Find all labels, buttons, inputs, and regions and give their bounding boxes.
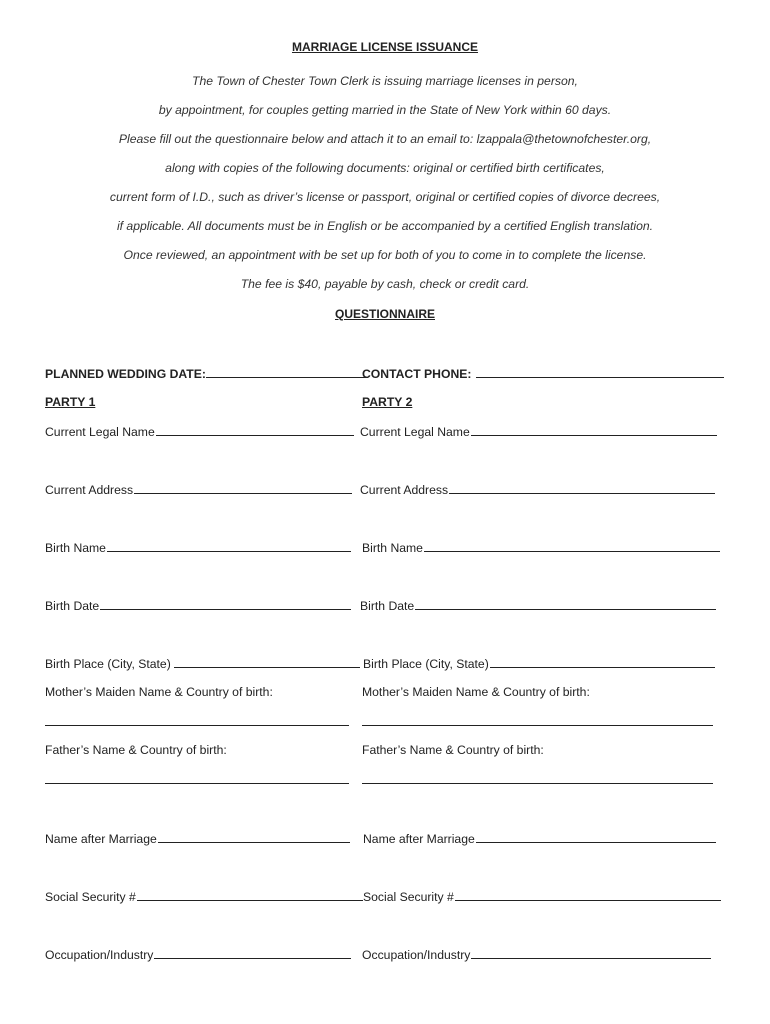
- party2-occupation-line[interactable]: [471, 947, 711, 959]
- party2-birth-place-field[interactable]: [363, 656, 715, 671]
- party1-mothers-maiden-name-line[interactable]: [45, 714, 349, 729]
- party2-heading: PARTY 2: [362, 395, 413, 409]
- field-label: Occupation/Industry: [362, 948, 471, 962]
- party2-mothers-maiden-name-line[interactable]: [362, 714, 713, 729]
- party1-heading: PARTY 1: [45, 395, 96, 409]
- party1-name-after-marriage-line[interactable]: [158, 831, 350, 843]
- contact-phone-line[interactable]: [476, 366, 724, 378]
- field-label: Birth Date: [360, 599, 415, 613]
- document-title: MARRIAGE LICENSE ISSUANCE: [291, 40, 479, 54]
- party1-fathers-name-label: Father’s Name & Country of birth:: [45, 743, 227, 757]
- party1-mothers-maiden-name-label: Mother’s Maiden Name & Country of birth:: [45, 685, 273, 699]
- field-label: Birth Name: [45, 541, 106, 555]
- party1-birth-place-line[interactable]: [174, 656, 360, 668]
- planned-wedding-date-label: PLANNED WEDDING DATE:: [45, 367, 206, 381]
- party2-social-security-line[interactable]: [455, 889, 721, 901]
- party1-birth-date-line[interactable]: [100, 598, 351, 610]
- intro-line-7: Once reviewed, an appointment with be set up for both of you to come in to complete the license.: [123, 248, 647, 262]
- field-label: Birth Name: [362, 541, 423, 555]
- field-label: Current Address: [360, 483, 449, 497]
- party1-birth-date-field[interactable]: [45, 598, 351, 613]
- field-label: Current Address: [45, 483, 134, 497]
- party1-birth-name-line[interactable]: [107, 540, 351, 552]
- party2-birth-name-line[interactable]: [424, 540, 720, 552]
- party2-social-security-field[interactable]: [363, 889, 721, 904]
- party1-mothers-maiden-name-blank[interactable]: [45, 714, 349, 726]
- contact-phone-label: CONTACT PHONE:: [362, 367, 475, 381]
- contact-phone-field[interactable]: [362, 366, 724, 381]
- party1-current-address-field[interactable]: [45, 482, 352, 497]
- questionnaire-heading: QUESTIONNAIRE: [334, 307, 435, 321]
- party2-occupation-field[interactable]: [362, 947, 711, 962]
- field-label: Name after Marriage: [363, 832, 475, 846]
- party1-occupation-line[interactable]: [154, 947, 351, 959]
- intro-line-6: if applicable. All documents must be in English or be accompanied by a certified English translation.: [116, 219, 654, 233]
- intro-line-8: The fee is $40, payable by cash, check or credit card.: [240, 277, 530, 291]
- party1-current-legal-name-line[interactable]: [156, 424, 354, 436]
- party1-fathers-name-line[interactable]: [45, 772, 349, 787]
- party2-mothers-maiden-name-blank[interactable]: [362, 714, 713, 726]
- party2-fathers-name-label: Father’s Name & Country of birth:: [362, 743, 544, 757]
- party2-current-address-line[interactable]: [449, 482, 715, 494]
- party1-name-after-marriage-field[interactable]: [45, 831, 350, 846]
- field-label: Current Legal Name: [360, 425, 470, 439]
- party1-social-security-field[interactable]: [45, 889, 363, 904]
- party2-birth-date-field[interactable]: [360, 598, 716, 613]
- party1-fathers-name-blank[interactable]: [45, 772, 349, 784]
- intro-line-1: The Town of Chester Town Clerk is issuing marriage licenses in person,: [192, 74, 578, 88]
- field-label: Occupation/Industry: [45, 948, 154, 962]
- field-label: Name after Marriage: [45, 832, 157, 846]
- party1-birth-place-field[interactable]: [45, 656, 360, 671]
- party2-name-after-marriage-field[interactable]: [363, 831, 716, 846]
- intro-line-5: current form of I.D., such as driver’s license or passport, original or certified copies of divorce decrees,: [109, 190, 661, 204]
- party2-birth-name-field[interactable]: [362, 540, 720, 555]
- party2-birth-place-line[interactable]: [490, 656, 715, 668]
- party2-fathers-name-blank[interactable]: [362, 772, 713, 784]
- intro-line-2: by appointment, for couples getting married in the State of New York within 60 days.: [158, 103, 612, 117]
- planned-wedding-date-field[interactable]: [45, 366, 368, 381]
- party1-birth-name-field[interactable]: [45, 540, 351, 555]
- field-label: Birth Date: [45, 599, 100, 613]
- intro-line-4: along with copies of the following documents: original or certified birth certificates,: [165, 161, 605, 175]
- party1-occupation-field[interactable]: [45, 947, 351, 962]
- party2-current-address-field[interactable]: [360, 482, 715, 497]
- field-label: Social Security #: [363, 890, 454, 904]
- party1-social-security-line[interactable]: [137, 889, 363, 901]
- field-label: Social Security #: [45, 890, 136, 904]
- intro-line-3: Please fill out the questionnaire below and attach it to an email to: lzappala@thetownofchester.org,: [118, 132, 652, 146]
- planned-wedding-date-line[interactable]: [206, 366, 368, 378]
- field-label: Birth Place (City, State): [363, 657, 489, 671]
- field-label: Current Legal Name: [45, 425, 155, 439]
- party2-fathers-name-line[interactable]: [362, 772, 713, 787]
- party1-current-address-line[interactable]: [134, 482, 352, 494]
- party2-mothers-maiden-name-label: Mother’s Maiden Name & Country of birth:: [362, 685, 590, 699]
- party2-current-legal-name-field[interactable]: [360, 424, 717, 439]
- party2-name-after-marriage-line[interactable]: [476, 831, 716, 843]
- party2-current-legal-name-line[interactable]: [471, 424, 717, 436]
- party1-current-legal-name-field[interactable]: [45, 424, 354, 439]
- party2-birth-date-line[interactable]: [415, 598, 716, 610]
- field-label: Birth Place (City, State): [45, 657, 175, 671]
